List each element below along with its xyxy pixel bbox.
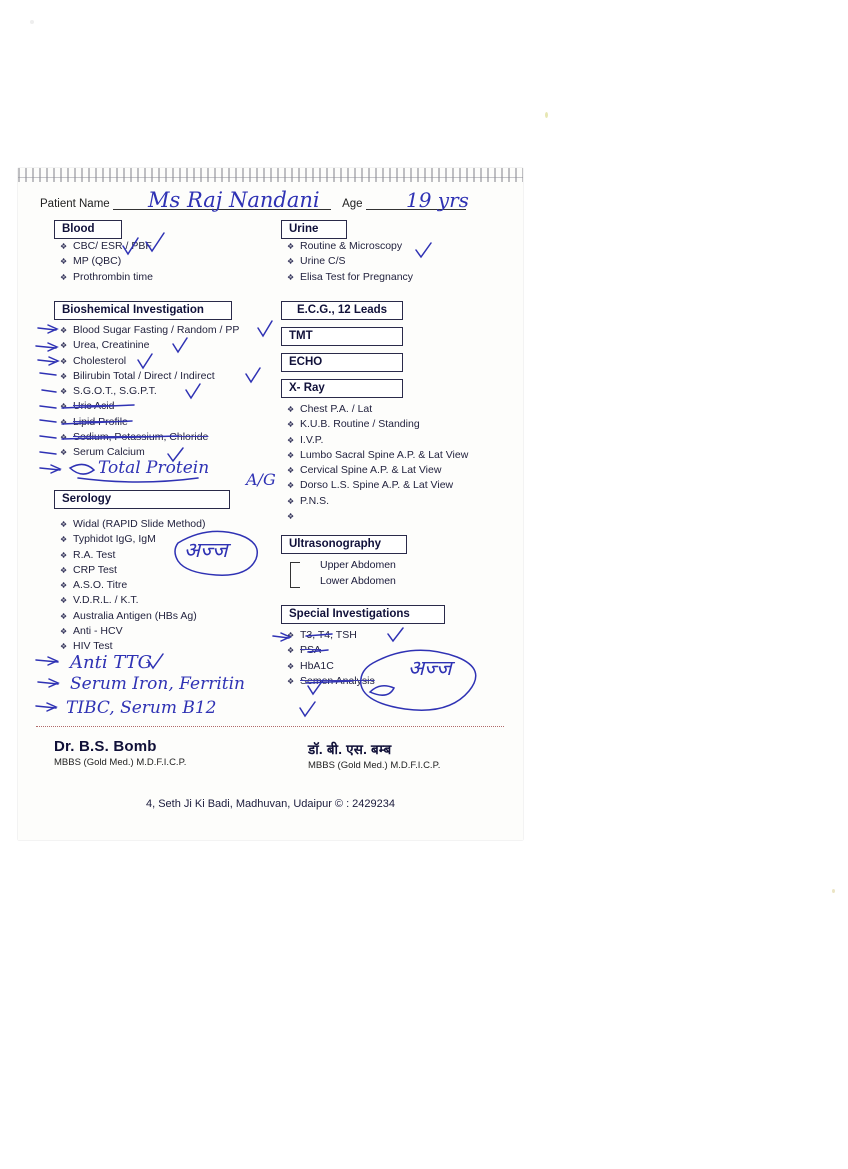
section-title-urine: Urine — [281, 220, 347, 239]
list-item[interactable]: ❖ A.S.O. Titre — [58, 578, 205, 593]
footer-divider — [36, 726, 504, 727]
list-item[interactable]: ❖ Australia Antigen (HBs Ag) — [58, 609, 205, 624]
section-title-ultrasonography: Ultrasonography — [281, 535, 407, 554]
urine-item-list — [285, 239, 413, 285]
list-item[interactable]: ❖ Cervical Spine A.P. & Lat View — [285, 463, 468, 478]
patient-name-label: Patient Name — [40, 198, 110, 210]
list-item[interactable]: ❖ HIV Test — [58, 639, 205, 654]
special-investigations-item-list — [285, 628, 375, 689]
section-title-serology: Serology — [54, 490, 230, 509]
list-item[interactable]: ❖ Routine & Microscopy — [285, 239, 413, 254]
handwriting-anti-ttg: Anti TTG — [70, 652, 153, 673]
list-item[interactable]: ❖ Semen Analysis — [285, 674, 375, 689]
biochemical-item-list — [58, 323, 239, 461]
list-item[interactable]: ❖ Lipid Profile — [58, 415, 239, 430]
list-item[interactable]: ❖ MP (QBC) — [58, 254, 153, 269]
list-item[interactable]: ❖ Lumbo Sacral Spine A.P. & Lat View — [285, 448, 468, 463]
doctor-name-hindi: डॉ. बी. एस. बम्ब — [308, 742, 392, 757]
handwriting-total-protein: Total Protein — [98, 458, 210, 478]
handwriting-serum-iron-ferritin: Serum Iron, Ferritin — [70, 674, 245, 694]
list-item[interactable]: ❖ T3, T4, TSH — [285, 628, 375, 643]
doctor-signature-block-hindi — [308, 740, 440, 771]
scan-speck — [545, 112, 548, 118]
section-title-xray: X- Ray — [281, 379, 403, 398]
serology-item-list — [58, 517, 205, 655]
list-item[interactable]: ❖ Chest P.A. / Lat — [285, 402, 468, 417]
ultrasonography-item-list — [320, 558, 396, 589]
scan-speck — [832, 889, 835, 893]
list-item[interactable]: ❖ Widal (RAPID Slide Method) — [58, 517, 205, 532]
prescription-slip — [18, 168, 523, 840]
list-item[interactable]: ❖ K.U.B. Routine / Standing — [285, 417, 468, 432]
handwriting-age-value: 19 yrs — [406, 188, 469, 212]
handwriting-signature-mark-special: अज्ज — [408, 656, 452, 680]
list-item[interactable]: ❖ P.N.S. — [285, 494, 468, 509]
list-item[interactable]: ❖ HbA1C — [285, 659, 375, 674]
patient-header — [40, 196, 500, 210]
list-item[interactable]: ❖ Sodium, Potassium, Chloride — [58, 430, 239, 445]
section-title-tmt: TMT — [281, 327, 403, 346]
list-item[interactable]: ❖ Urea, Creatinine — [58, 338, 239, 353]
age-line[interactable] — [366, 196, 466, 210]
section-title-ecg: E.C.G., 12 Leads — [281, 301, 403, 320]
list-item[interactable]: ❖ Typhidot IgG, IgM — [58, 532, 205, 547]
list-item[interactable]: Upper Abdomen — [320, 559, 396, 571]
handwriting-signature-mark-serology: अज्ज — [184, 538, 228, 562]
list-item[interactable]: ❖ Blood Sugar Fasting / Random / PP — [58, 323, 239, 338]
list-item[interactable]: ❖ Elisa Test for Pregnancy — [285, 270, 413, 285]
section-title-blood: Blood — [54, 220, 122, 239]
list-item[interactable]: ❖ R.A. Test — [58, 548, 205, 563]
ultrasonography-bracket — [290, 562, 300, 588]
list-item[interactable]: ❖ I.V.P. — [285, 433, 468, 448]
xray-item-list — [285, 402, 468, 509]
clinic-address: 4, Seth Ji Ki Badi, Madhuvan, Udaipur © : 2429234 — [145, 798, 396, 810]
handwriting-ag-ratio: A/G — [246, 470, 276, 489]
list-item[interactable]: ❖ CRP Test — [58, 563, 205, 578]
section-title-special-investigations: Special Investigations — [281, 605, 445, 624]
handwriting-patient-name: Ms Raj Nandani — [148, 188, 320, 212]
list-item[interactable]: ❖ S.G.O.T., S.G.P.T. — [58, 384, 239, 399]
doctor-signature-block-english — [54, 738, 186, 768]
age-label: Age — [342, 198, 363, 210]
list-item[interactable]: ❖ Cholesterol — [58, 354, 239, 369]
list-item[interactable]: ❖ Urine C/S — [285, 254, 413, 269]
doctor-qualification-hindi: MBBS (Gold Med.) M.D.F.I.C.P. — [308, 760, 441, 771]
section-title-echo: ECHO — [281, 353, 403, 372]
list-item[interactable]: ❖ PSA — [285, 643, 375, 658]
scan-speck — [30, 20, 34, 24]
list-item[interactable]: Lower Abdomen — [320, 574, 396, 587]
list-item[interactable]: ❖ Serum Calcium — [58, 445, 239, 460]
list-item[interactable]: ❖ Anti - HCV — [58, 624, 205, 639]
list-item[interactable]: ❖ Prothrombin time — [58, 270, 153, 285]
handwriting-tibc-serum-b12: TIBC, Serum B12 — [66, 698, 217, 718]
list-item[interactable]: ❖ Dorso L.S. Spine A.P. & Lat View — [285, 478, 468, 493]
list-item[interactable]: ❖ CBC/ ESR / PBF — [58, 239, 153, 254]
section-title-biochemical: Bioshemical Investigation — [54, 301, 232, 320]
list-item[interactable]: ❖ Uric Acid — [58, 399, 239, 414]
patient-name-line[interactable] — [113, 196, 331, 210]
list-item[interactable]: ❖ V.D.R.L. / K.T. — [58, 593, 205, 608]
list-item[interactable]: ❖ Bilirubin Total / Direct / Indirect — [58, 369, 239, 384]
doctor-qualification-english: MBBS (Gold Med.) M.D.F.I.C.P. — [54, 757, 187, 768]
blood-item-list — [58, 239, 153, 285]
doctor-name-english: Dr. B.S. Bomb — [54, 738, 157, 755]
